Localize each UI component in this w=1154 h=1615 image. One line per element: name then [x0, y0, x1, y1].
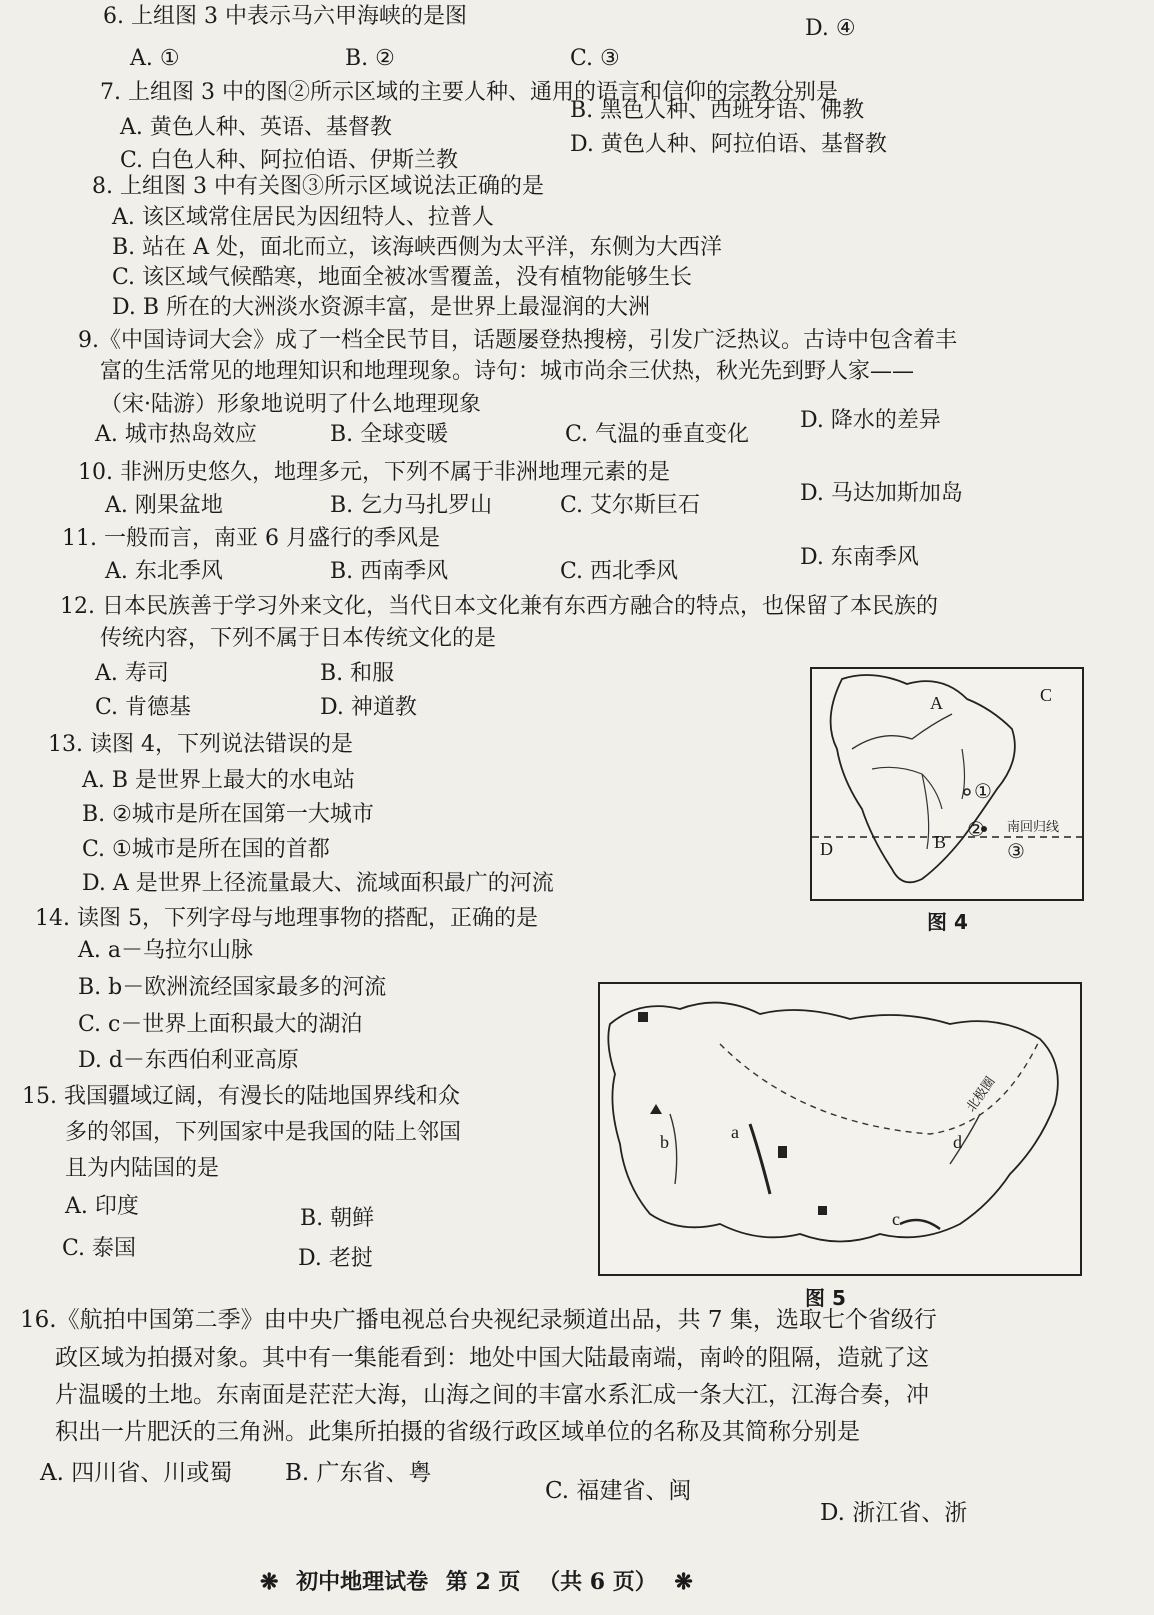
q7-option-b[interactable]: B. 黑色人种、西班牙语、佛教: [570, 98, 865, 123]
q6-option-a[interactable]: A. ①: [130, 46, 180, 71]
q10-option-d[interactable]: D. 马达加斯加岛: [800, 481, 963, 506]
q16-option-b[interactable]: B. 广东省、粤: [285, 1460, 432, 1486]
q12-option-d[interactable]: D. 神道教: [320, 695, 417, 720]
q10-stem: 10. 非洲历史悠久，地理多元，下列不属于非洲地理元素的是: [78, 460, 670, 485]
fig5-label-b: b: [660, 1132, 669, 1152]
figure-5-drawing: [600, 984, 1080, 1274]
fig5-label-c: c: [892, 1209, 900, 1229]
q16-stem-line2: 政区域为拍摄对象。其中有一集能看到：地处中国大陆最南端，南岭的阻隔，造就了这: [55, 1345, 929, 1371]
fig5-label-a: a: [731, 1122, 739, 1142]
footer-star-left: ❋: [260, 1569, 279, 1595]
q12-stem-line1: 12. 日本民族善于学习外来文化，当代日本文化兼有东西方融合的特点，也保留了本民族的: [60, 594, 938, 619]
fig4-label-tropic: 南回归线: [1007, 820, 1060, 835]
q11-option-a[interactable]: A. 东北季风: [105, 559, 223, 584]
q6-option-c[interactable]: C. ③: [570, 46, 620, 71]
footer-star-right: ❋: [674, 1569, 693, 1595]
q15-option-d[interactable]: D. 老挝: [298, 1246, 373, 1271]
footer-title: 初中地理试卷: [296, 1569, 429, 1595]
figure-4-caption: 图 4: [927, 910, 968, 934]
q9-option-b[interactable]: B. 全球变暖: [330, 422, 449, 447]
q11-option-c[interactable]: C. 西北季风: [560, 559, 679, 584]
figure-5-caption: 图 5: [805, 1286, 846, 1310]
q12-option-a[interactable]: A. 寿司: [95, 661, 169, 686]
q12-stem-line2: 传统内容，下列不属于日本传统文化的是: [100, 626, 497, 651]
q8-option-b[interactable]: B. 站在 A 处，面北而立，该海峡西侧为太平洋，东侧为大西洋: [112, 235, 723, 260]
fig5-label-d: d: [953, 1132, 962, 1152]
q6-option-d[interactable]: D. ④: [805, 16, 856, 41]
q16-stem-line4: 积出一片肥沃的三角洲。此集所拍摄的省级行政区域单位的名称及其简称分别是: [55, 1419, 860, 1445]
q10-option-b[interactable]: B. 乞力马扎罗山: [330, 493, 493, 518]
q15-stem-line2: 多的邻国，下列国家中是我国的陆上邻国: [65, 1120, 462, 1145]
q10-option-c[interactable]: C. 艾尔斯巨石: [560, 493, 701, 518]
fig4-label-d: D: [820, 839, 833, 859]
footer-total: （共 6 页）: [538, 1569, 657, 1595]
q14-stem: 14. 读图 5，下列字母与地理事物的搭配，正确的是: [35, 906, 538, 931]
q13-option-a[interactable]: A. B 是世界上最大的水电站: [82, 768, 356, 793]
page-footer: [260, 1565, 703, 1596]
fig4-label-circle1: ①: [974, 781, 992, 803]
q15-option-b[interactable]: B. 朝鲜: [300, 1206, 375, 1231]
q7-option-a[interactable]: A. 黄色人种、英语、基督教: [120, 115, 392, 140]
q9-option-d[interactable]: D. 降水的差异: [800, 408, 941, 433]
q10-option-a[interactable]: A. 刚果盆地: [105, 493, 223, 518]
q13-option-b[interactable]: B. ②城市是所在国第一大城市: [82, 802, 374, 827]
q16-option-a[interactable]: A. 四川省、川或蜀: [40, 1460, 233, 1486]
q6-stem: 6. 上组图 3 中表示马六甲海峡的是图: [103, 4, 467, 29]
q8-option-a[interactable]: A. 该区域常住居民为因纽特人、拉普人: [112, 205, 494, 230]
q9-option-c[interactable]: C. 气温的垂直变化: [565, 422, 750, 447]
q7-stem: 7. 上组图 3 中的图②所示区域的主要人种、通用的语言和信仰的宗教分别是: [100, 80, 838, 105]
q15-option-c[interactable]: C. 泰国: [62, 1236, 137, 1261]
q8-option-c[interactable]: C. 该区域气候酷寒，地面全被冰雪覆盖，没有植物能够生长: [112, 265, 693, 290]
q9-option-a[interactable]: A. 城市热岛效应: [95, 422, 257, 447]
q15-option-a[interactable]: A. 印度: [65, 1194, 139, 1219]
q14-option-d[interactable]: D. d－东西伯利亚高原: [78, 1048, 299, 1073]
fig4-label-a: A: [930, 693, 943, 713]
fig4-label-circle2: ②: [967, 819, 985, 841]
q16-stem-line3: 片温暖的土地。东南面是茫茫大海，山海之间的丰富水系汇成一条大江，江海合奏，冲: [55, 1382, 929, 1408]
q14-option-b[interactable]: B. b－欧洲流经国家最多的河流: [78, 975, 387, 1000]
q9-stem-line2: 富的生活常见的地理知识和地理现象。诗句：城市尚余三伏热，秋光先到野人家——: [100, 359, 915, 384]
figure-5-map: [598, 982, 1082, 1276]
fig4-label-b: B: [934, 832, 947, 852]
footer-page: 第 2 页: [445, 1569, 521, 1595]
q15-stem-line3: 且为内陆国的是: [65, 1156, 220, 1181]
q8-stem: 8. 上组图 3 中有关图③所示区域说法正确的是: [92, 174, 544, 199]
figure-4-map: [810, 667, 1084, 901]
q11-option-d[interactable]: D. 东南季风: [800, 545, 919, 570]
fig5-label-arctic: 北极圈: [963, 1074, 999, 1115]
q13-stem: 13. 读图 4，下列说法错误的是: [48, 732, 353, 757]
q16-option-c[interactable]: C. 福建省、闽: [545, 1478, 692, 1504]
q13-option-d[interactable]: D. A 是世界上径流量最大、流域面积最广的河流: [82, 871, 554, 896]
q7-option-d[interactable]: D. 黄色人种、阿拉伯语、基督教: [570, 132, 887, 157]
fig4-label-circle3: ③: [1007, 841, 1025, 863]
fig4-label-c: C: [1040, 685, 1053, 705]
q14-option-c[interactable]: C. c－世界上面积最大的湖泊: [78, 1012, 363, 1037]
q11-stem: 11. 一般而言，南亚 6 月盛行的季风是: [62, 526, 440, 551]
q8-option-d[interactable]: D. B 所在的大洲淡水资源丰富，是世界上最湿润的大洲: [112, 295, 651, 320]
q14-option-a[interactable]: A. a－乌拉尔山脉: [78, 938, 253, 963]
q9-stem-line3: （宋·陆游）形象地说明了什么地理现象: [100, 392, 481, 417]
q15-stem-line1: 15. 我国疆域辽阔，有漫长的陆地国界线和众: [22, 1084, 460, 1109]
q13-option-c[interactable]: C. ①城市是所在国的首都: [82, 837, 330, 862]
q7-option-c[interactable]: C. 白色人种、阿拉伯语、伊斯兰教: [120, 148, 459, 173]
q12-option-c[interactable]: C. 肯德基: [95, 695, 192, 720]
q6-option-b[interactable]: B. ②: [345, 46, 395, 71]
q16-stem-line1: 16.《航拍中国第二季》由中央广播电视总台央视纪录频道出品，共 7 集，选取七个省级行: [20, 1307, 937, 1333]
q16-option-d[interactable]: D. 浙江省、浙: [820, 1500, 968, 1526]
q11-option-b[interactable]: B. 西南季风: [330, 559, 449, 584]
q9-stem-line1: 9.《中国诗词大会》成了一档全民节目，话题屡登热搜榜，引发广泛热议。古诗中包含着丰: [78, 328, 957, 353]
q12-option-b[interactable]: B. 和服: [320, 661, 395, 686]
